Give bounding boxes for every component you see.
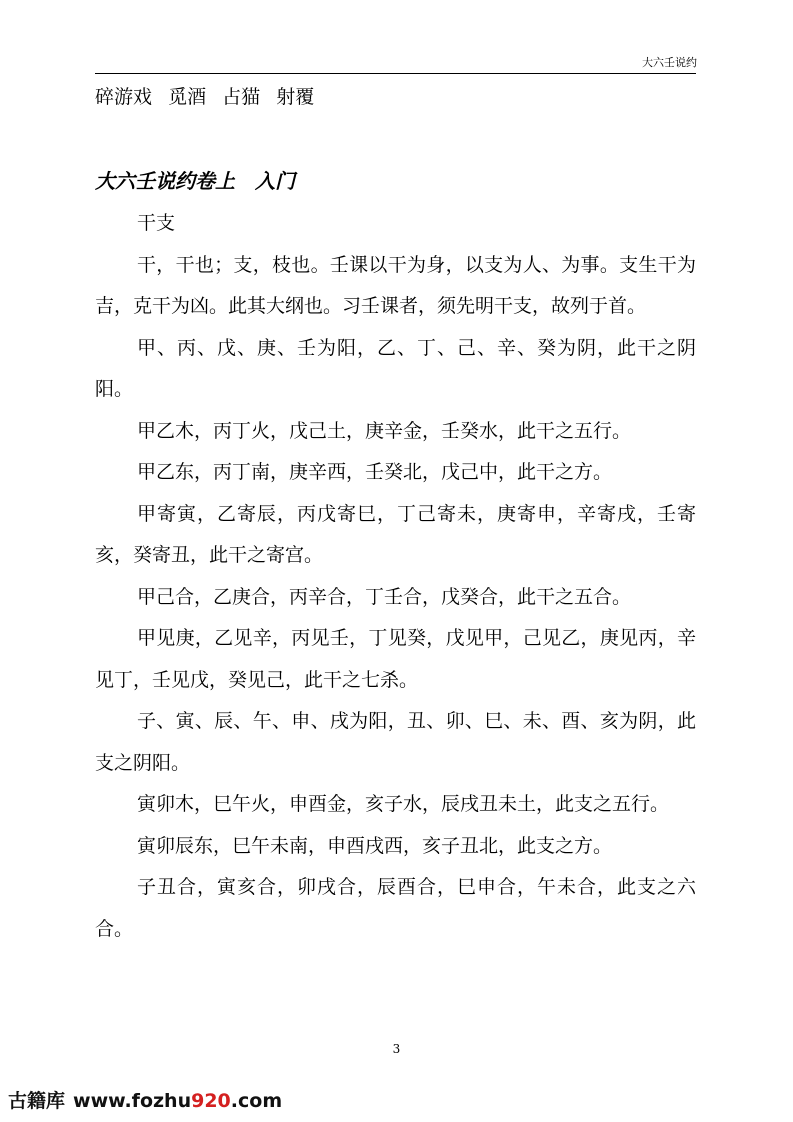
page-number: 3 (392, 1042, 401, 1056)
watermark-url-prefix: www.fozhu (73, 1090, 192, 1112)
chapter-subtitle: 入门 (255, 169, 295, 193)
paragraph: 子丑合，寅亥合，卯戌合，辰酉合，巳申合，午未合，此支之六合。 (95, 876, 696, 940)
paragraph: 甲乙木，丙丁火，戊己土，庚辛金，壬癸水，此干之五行。 (137, 419, 632, 442)
section-heading: 干支 (137, 212, 176, 234)
body-text (95, 203, 696, 950)
running-header-title: 大六壬说约 (642, 56, 697, 69)
paragraph: 寅卯辰东，巳午未南，申酉戌西，亥子丑北，此支之方。 (137, 834, 613, 857)
paragraph: 干，干也；支，枝也。壬课以干为身，以支为人、为事。支生干为吉，克干为凶。此其大纲也。习壬课者，须先明干支，故列于首。 (95, 253, 696, 317)
paragraph: 子、寅、辰、午、申、戌为阳，丑、卯、巳、未、酉、亥为阴，此支之阴阳。 (95, 710, 696, 774)
watermark-site-name: 古籍库 (8, 1090, 66, 1112)
intro-item: 占猫 (222, 86, 261, 108)
intro-item: 觅酒 (168, 86, 207, 108)
header-rule (95, 73, 696, 74)
intro-item: 碎游戏 (95, 86, 153, 108)
intro-line (95, 83, 324, 111)
paragraph: 寅卯木，巳午火，申酉金，亥子水，辰戌丑未土，此支之五行。 (137, 793, 670, 815)
chapter-heading (95, 166, 295, 196)
paragraph: 甲寄寅，乙寄辰，丙戊寄巳，丁己寄未，庚寄申，辛寄戌，壬寄亥，癸寄丑，此干之寄宫。 (95, 502, 696, 566)
watermark-url-number: 920 (191, 1090, 231, 1112)
paragraph: 甲己合，乙庚合，丙辛合，丁壬合，戊癸合，此干之五合。 (137, 585, 632, 608)
chapter-title: 大六壬说约卷上 (95, 169, 235, 193)
site-watermark (8, 1089, 282, 1113)
paragraph: 甲乙东，丙丁南，庚辛西，壬癸北，戊己中，此干之方。 (137, 461, 613, 483)
intro-item: 射覆 (276, 86, 315, 108)
paragraph: 甲见庚，乙见辛，丙见壬，丁见癸，戊见甲，己见乙，庚见丙，辛见丁，壬见戊，癸见己，此干之七杀。 (95, 627, 696, 691)
paragraph: 甲、丙、戊、庚、壬为阳，乙、丁、己、辛、癸为阴，此干之阴阳。 (95, 336, 696, 400)
watermark-url-suffix: .com (230, 1090, 283, 1112)
